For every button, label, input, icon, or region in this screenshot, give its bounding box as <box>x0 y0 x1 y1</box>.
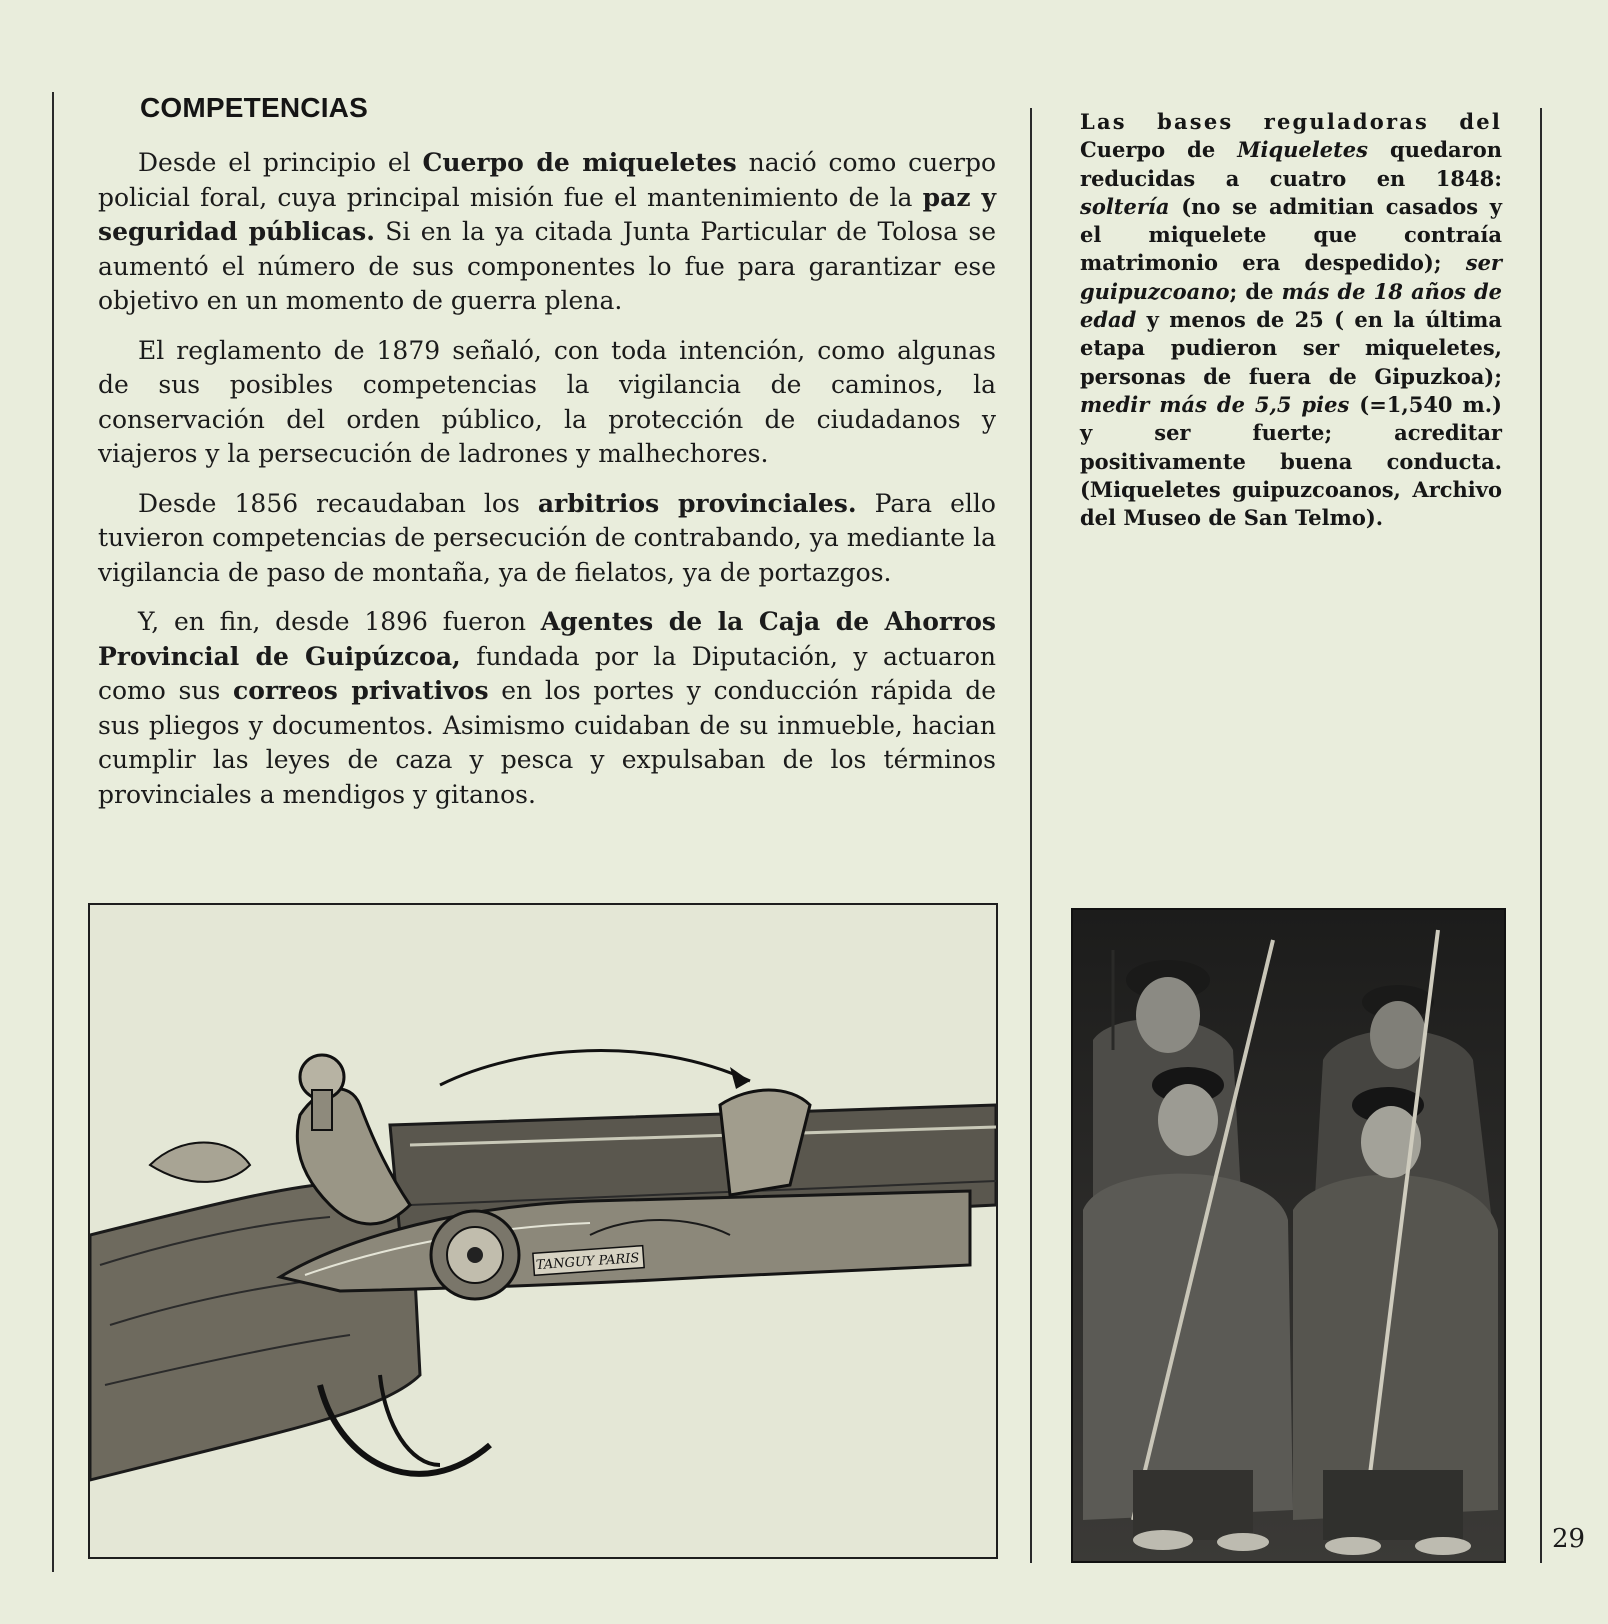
text-run: fundada por la Diputación, y actuaron como sus <box>98 641 997 705</box>
musket-lock-drawing <box>90 905 996 1557</box>
caption-text-run: Las bases reguladoras del <box>1080 109 1502 134</box>
body-paragraphs <box>98 146 996 812</box>
text-run: Desde 1856 recaudaban los <box>138 488 538 518</box>
body-paragraph <box>98 605 996 812</box>
caption-text-run: (=1,540 m.) y ser fuerte; acreditar positivamente buena conducta. (Miqueletes guipuzcoanos, Archivo del Museo de San Telmo). <box>1080 391 1502 531</box>
bold-text-run: arbitrios provinciales. <box>537 488 857 518</box>
bold-text-run: correos privativos <box>232 676 489 705</box>
caption-italic-run: más de 18 años de edad <box>1080 278 1502 333</box>
bold-text-run: Cuerpo de miqueletes <box>422 148 737 177</box>
section-heading: COMPETENCIAS <box>140 92 368 123</box>
caption-italic-run: ser guipuzcoano <box>1080 250 1502 304</box>
caption-text-run: quedaron reducidas a cuatro en 1848: <box>1080 137 1502 191</box>
caption-text-run: (no se admitian casados y el miquelete que contraía matrimonio era despedido); <box>1080 193 1502 276</box>
middle-column-rule <box>1030 108 1032 1563</box>
caption-italic-run: soltería <box>1080 193 1170 219</box>
photo-caption <box>1080 108 1502 532</box>
caption-italic-run: Miqueletes <box>1237 137 1368 163</box>
body-paragraph <box>98 487 996 591</box>
body-paragraph <box>98 334 996 472</box>
caption-text-run: y menos de 25 ( en la última etapa pudieron ser miqueletes, personas de fuera de Gipuzkoa); <box>1080 307 1502 389</box>
text-run: Si en la ya citada Junta Particular de Tolosa se aumentó el número de sus componentes lo fue para garantizar ese objetivo en un momento de guerra plena. <box>98 217 996 315</box>
text-run: en los portes y conducción rápida de sus pliegos y documentos. Asimismo cuidaban de su inmueble, hacian cumplir las leyes de caza y pesca y expulsaban de los términos provinciales a mendigos y gitanos. <box>98 676 997 809</box>
caption-text-run: ; de <box>1229 278 1282 304</box>
main-text-column <box>98 92 996 827</box>
soldiers-photo-drawing <box>1073 910 1504 1561</box>
text-run: El reglamento de 1879 señaló, con toda intención, como algunas de sus posibles competencias la vigilancia de caminos, la conservación del orden público, la protección de ciudadanos y viajeros y la persecución de ladrones y malhechores. <box>98 335 996 468</box>
body-paragraph <box>98 146 996 319</box>
page-number: 29 <box>1552 1524 1586 1554</box>
bold-text-run: Agentes de la Caja de Ahorros Provincial de Guipúzcoa, <box>98 607 996 671</box>
text-run: Desde el principio el <box>138 148 423 177</box>
miqueletes-group-photo <box>1071 908 1506 1563</box>
text-run: nació como cuerpo policial foral, cuya principal misión fue el mantenimiento de la <box>98 148 997 212</box>
text-run: Y, en fin, desde 1896 fueron <box>138 607 541 636</box>
caption-text-run: Cuerpo de <box>1080 137 1238 163</box>
right-column-rule <box>1540 108 1542 1563</box>
left-column-rule <box>52 92 54 1572</box>
bold-text-run: paz y seguridad públicas. <box>98 182 997 246</box>
caption-italic-run: medir más de 5,5 pies <box>1080 391 1350 417</box>
musket-lock-illustration <box>88 903 998 1559</box>
text-run: Para ello tuvieron competencias de persecución de contrabando, ya mediante la vigilancia de paso de montaña, ya de fielatos, ya de portazgos. <box>98 488 996 587</box>
musket-maker-mark: TANGUY PARIS <box>535 1250 640 1274</box>
